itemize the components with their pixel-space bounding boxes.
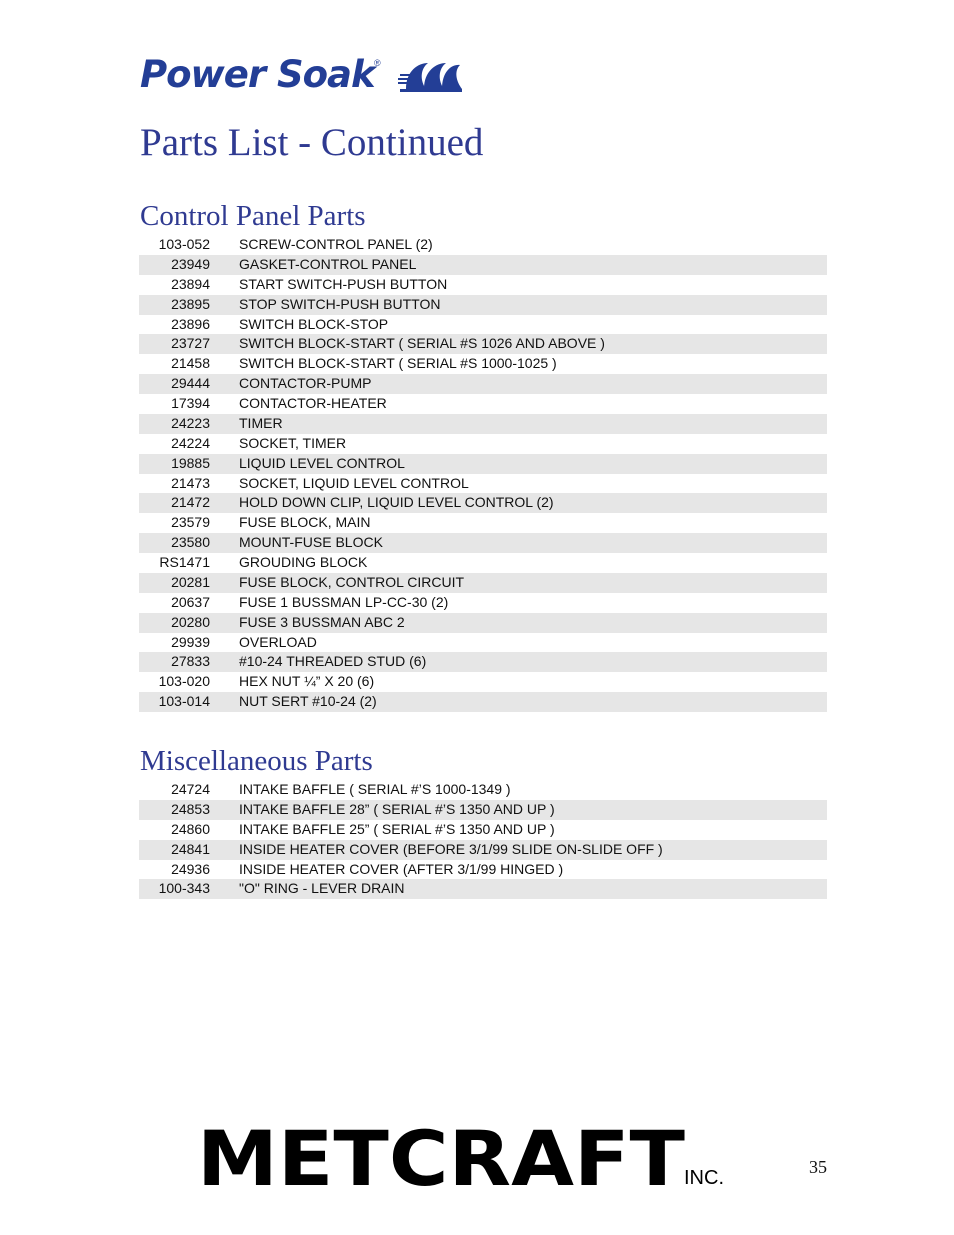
table-row: [139, 879, 827, 899]
table-row: [139, 692, 827, 712]
part-number: 20280: [171, 613, 210, 630]
part-number: 23895: [171, 295, 210, 312]
wave-icon: [398, 59, 464, 93]
part-number: 29444: [171, 375, 210, 392]
page-title: Parts List - Continued: [140, 121, 484, 164]
part-number: 21473: [171, 474, 210, 491]
part-description: INSIDE HEATER COVER (BEFORE 3/1/99 SLIDE ON-SLIDE OFF ): [239, 840, 663, 857]
part-description: FUSE 3 BUSSMAN ABC 2: [239, 613, 405, 630]
part-number: 24224: [171, 434, 210, 451]
table-row: [139, 474, 827, 494]
table-row: [139, 493, 827, 513]
table-row: [139, 820, 827, 840]
part-number: 23896: [171, 315, 210, 332]
control-panel-parts-table: [139, 235, 827, 712]
part-description: INTAKE BAFFLE 28” ( SERIAL #’S 1350 AND UP ): [239, 800, 555, 817]
company-name: METCRAFT: [197, 1123, 686, 1189]
part-description: INTAKE BAFFLE 25” ( SERIAL #’S 1350 AND UP ): [239, 820, 555, 837]
part-description: SWITCH BLOCK-STOP: [239, 315, 389, 332]
part-description: #10-24 THREADED STUD (6): [239, 653, 427, 670]
part-description: GROUDING BLOCK: [239, 554, 368, 570]
part-description: LIQUID LEVEL CONTROL: [239, 454, 405, 471]
registered-mark: ®: [374, 58, 381, 68]
part-description: INTAKE BAFFLE ( SERIAL #’S 1000-1349 ): [239, 781, 511, 797]
part-number: 24853: [171, 800, 210, 817]
part-number: 27833: [171, 653, 210, 670]
table-row: [139, 652, 827, 672]
part-description: FUSE BLOCK, MAIN: [239, 514, 371, 531]
table-row: [139, 553, 827, 573]
part-number: 23579: [171, 514, 210, 531]
company-suffix: INC.: [684, 1167, 724, 1189]
table-row: [139, 255, 827, 275]
table-row: [139, 533, 827, 553]
table-row: [139, 394, 827, 414]
part-description: OVERLOAD: [239, 633, 317, 650]
power-soak-logo: [140, 53, 381, 96]
part-description: STOP SWITCH-PUSH BUTTON: [239, 295, 441, 312]
part-description: SWITCH BLOCK-START ( SERIAL #S 1026 AND ABOVE ): [239, 335, 605, 352]
part-number: 100-343: [158, 880, 210, 897]
table-row: [139, 860, 827, 880]
part-number: 24223: [171, 414, 210, 431]
part-description: SWITCH BLOCK-START ( SERIAL #S 1000-1025 ): [239, 355, 557, 372]
table-row: [139, 613, 827, 633]
part-description: CONTACTOR-PUMP: [239, 375, 372, 392]
part-number: 20637: [171, 593, 210, 610]
table-row: [139, 334, 827, 354]
part-description: TIMER: [239, 414, 283, 431]
part-description: INSIDE HEATER COVER (AFTER 3/1/99 HINGED ): [239, 860, 564, 877]
table-row: [139, 513, 827, 533]
table-row: [139, 672, 827, 692]
section-title-control-panel: Control Panel Parts: [140, 200, 366, 232]
table-row: [139, 780, 827, 800]
table-row: [139, 434, 827, 454]
part-description: HEX NUT ¼” X 20 (6): [239, 673, 375, 690]
part-description: NUT SERT #10-24 (2): [239, 693, 377, 710]
page-number: 35: [809, 1157, 827, 1177]
table-row: [139, 354, 827, 374]
part-description: FUSE 1 BUSSMAN LP-CC-30 (2): [239, 593, 449, 610]
table-row: [139, 295, 827, 315]
part-number: 21472: [171, 494, 210, 511]
part-number: 24860: [171, 820, 210, 837]
part-description: FUSE BLOCK, CONTROL CIRCUIT: [239, 573, 465, 590]
table-row: [139, 235, 827, 255]
part-description: SOCKET, TIMER: [239, 434, 347, 451]
part-number: 29939: [171, 633, 210, 650]
part-number: 24724: [171, 781, 210, 797]
part-description: SOCKET, LIQUID LEVEL CONTROL: [239, 474, 469, 491]
part-number: 23949: [171, 255, 210, 272]
part-description: START SWITCH-PUSH BUTTON: [239, 275, 448, 292]
part-description: MOUNT-FUSE BLOCK: [239, 534, 383, 551]
part-description: HOLD DOWN CLIP, LIQUID LEVEL CONTROL (2): [239, 494, 554, 511]
table-row: [139, 414, 827, 434]
part-number: 23580: [171, 534, 210, 551]
part-number: 24841: [171, 840, 210, 857]
table-row: [139, 633, 827, 653]
part-number: 17394: [171, 395, 210, 411]
table-row: [139, 593, 827, 613]
part-number: 103-014: [158, 693, 210, 710]
table-row: [139, 315, 827, 335]
part-description: SCREW-CONTROL PANEL (2): [239, 236, 433, 252]
part-description: GASKET-CONTROL PANEL: [239, 255, 417, 272]
table-row: [139, 374, 827, 394]
part-description: CONTACTOR-HEATER: [239, 395, 387, 411]
part-number: 24936: [171, 860, 210, 877]
brand-name: Power Soak: [140, 53, 375, 96]
metcraft-logo: [197, 1123, 737, 1189]
part-number: 21458: [171, 355, 210, 372]
part-number: 23727: [171, 335, 210, 352]
part-number: 20281: [171, 573, 210, 590]
part-description: "O" RING - LEVER DRAIN: [239, 880, 405, 897]
part-number: 23894: [171, 275, 210, 292]
table-row: [139, 800, 827, 820]
table-row: [139, 275, 827, 295]
table-row: [139, 454, 827, 474]
part-number: 103-020: [158, 673, 210, 690]
miscellaneous-parts-table: [139, 780, 827, 899]
table-row: [139, 840, 827, 860]
section-title-miscellaneous: Miscellaneous Parts: [140, 745, 373, 777]
part-number: 19885: [171, 454, 210, 471]
part-number: RS1471: [159, 554, 210, 570]
table-row: [139, 573, 827, 593]
part-number: 103-052: [158, 236, 210, 252]
